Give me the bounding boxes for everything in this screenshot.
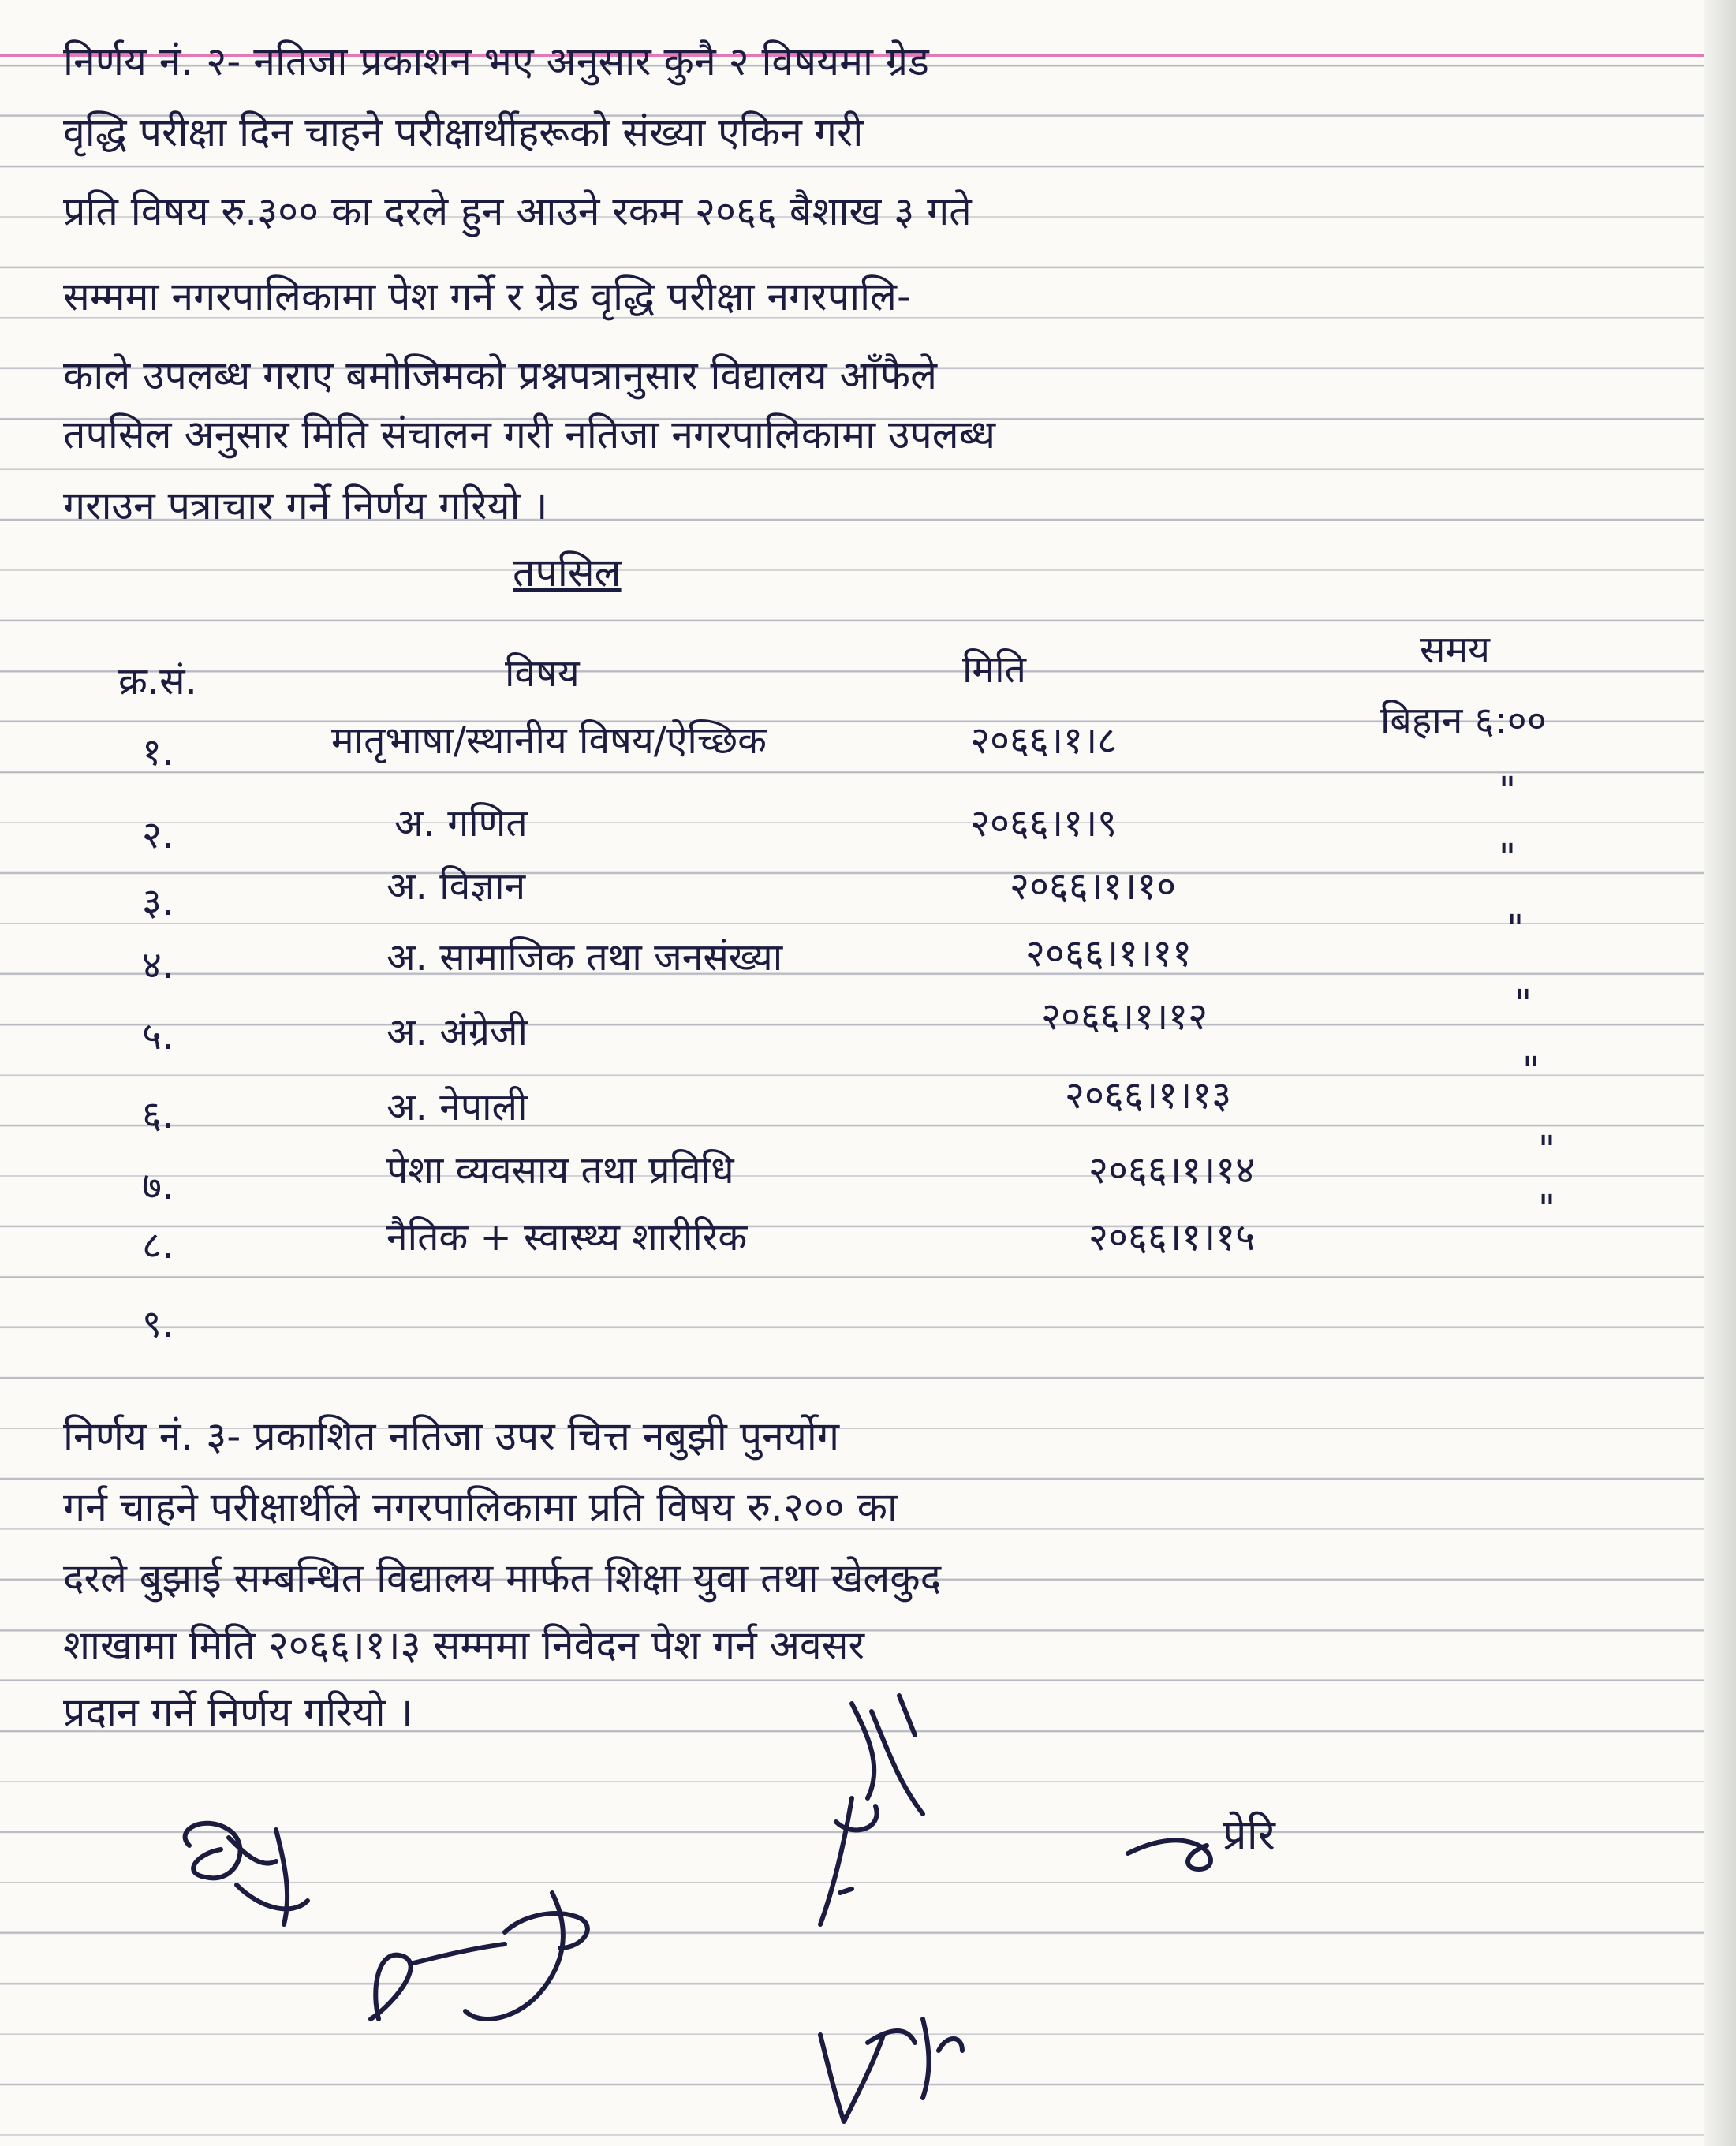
row-sn: ३. xyxy=(142,880,174,924)
row-time: " xyxy=(1514,982,1533,1026)
row-sn: ५. xyxy=(142,1014,174,1058)
decision-2-line: प्रति विषय रु.३०० का दरले हुन आउने रकम २०६६ बैशाख ३ गते xyxy=(63,188,972,234)
header-date: मिति xyxy=(962,648,1026,692)
row-sn: २. xyxy=(142,813,174,857)
row-subject: नैतिक + स्वास्थ्य शारीरिक xyxy=(386,1215,748,1260)
row-date: २०६६।१।१४ xyxy=(1088,1148,1256,1192)
row-subject: अ. नेपाली xyxy=(386,1085,528,1129)
row-sn: ८. xyxy=(142,1223,174,1267)
table-title: तपसिल xyxy=(513,550,622,595)
header-time: समय xyxy=(1420,628,1490,672)
row-subject: अ. अंग्रेजी xyxy=(386,1010,528,1054)
decision-2-line: सम्ममा नगरपालिकामा पेश गर्ने र ग्रेड वृद्धि परीक्षा नगरपालि- xyxy=(63,274,911,319)
signature-5-scribble xyxy=(1128,1840,1211,1869)
row-time: " xyxy=(1522,1049,1540,1093)
decision-2-line: वृद्धि परीक्षा दिन चाहने परीक्षार्थीहरूको संख्या एकिन गरी xyxy=(63,110,864,155)
row-time: " xyxy=(1499,769,1517,813)
signature-4 xyxy=(820,2019,962,2122)
row-subject: पेशा व्यवसाय तथा प्रविधि xyxy=(386,1148,734,1192)
decision-2-line: गराउन पत्राचार गर्ने निर्णय गरियो । xyxy=(63,483,548,528)
row-time: बिहान ६:०० xyxy=(1380,699,1547,743)
decision-3-line: गर्न चाहने परीक्षार्थीले नगरपालिकामा प्रति विषय रु.२०० का xyxy=(63,1484,898,1530)
row-sn: ९. xyxy=(142,1302,174,1346)
decision-2-line: तपसिल अनुसार मिति संचालन गरी नतिजा नगरपालिकामा उपलब्ध xyxy=(63,412,996,457)
header-subject: विषय xyxy=(505,651,580,696)
row-date: २०६६।१।८ xyxy=(970,718,1118,763)
row-date: २०६६।१।१० xyxy=(1010,864,1177,909)
row-sn: ७. xyxy=(142,1164,174,1208)
row-subject: अ. गणित xyxy=(394,801,528,845)
decision-3-line: निर्णय नं. ३- प्रकाशित नतिजा उपर चित्त नबुझी पुनर्योग xyxy=(63,1413,839,1459)
row-date: २०६६।१।९ xyxy=(970,801,1118,845)
row-date: २०६६।१।१२ xyxy=(1041,995,1208,1039)
decision-3-line: दरले बुझाई सम्बन्धित विद्यालय मार्फत शिक्षा युवा तथा खेलकुद xyxy=(63,1555,942,1601)
row-subject: अ. सामाजिक तथा जनसंख्या xyxy=(386,935,783,980)
row-subject: अ. विज्ञान xyxy=(386,864,526,909)
decision-3-line: शाखामा मिति २०६६।१।३ सम्ममा निवेदन पेश गर्न अवसर xyxy=(63,1622,864,1668)
row-date: २०६६।१।११ xyxy=(1025,931,1193,976)
row-sn: ४. xyxy=(142,943,174,987)
row-time: " xyxy=(1538,1187,1556,1231)
signature-5-text: प्रेरि xyxy=(1223,1810,1275,1860)
decision-3-line: प्रदान गर्ने निर्णय गरियो । xyxy=(63,1689,413,1735)
row-date: २०६६।१।१३ xyxy=(1065,1073,1232,1118)
decision-2-line: निर्णय नं. २- नतिजा प्रकाशन भए अनुसार कुनै २ विषयमा ग्रेड xyxy=(63,39,929,84)
row-sn: ६. xyxy=(142,1093,174,1137)
row-subject: मातृभाषा/स्थानीय विषय/ऐच्छिक xyxy=(331,718,767,763)
row-time: " xyxy=(1538,1128,1556,1172)
header-sn: क्र.सं. xyxy=(118,659,197,704)
decision-2-line: काले उपलब्ध गराए बमोजिमको प्रश्नपत्रानुसार विद्यालय आँफैले xyxy=(63,353,938,398)
signature-1-stem xyxy=(820,1798,852,1924)
row-time: " xyxy=(1499,836,1517,880)
row-time: " xyxy=(1506,907,1525,951)
row-date: २०६६।१।१५ xyxy=(1088,1215,1256,1260)
row-sn: १. xyxy=(142,730,174,774)
signature-3 xyxy=(371,1893,588,2019)
signature-2 xyxy=(185,1823,308,1924)
